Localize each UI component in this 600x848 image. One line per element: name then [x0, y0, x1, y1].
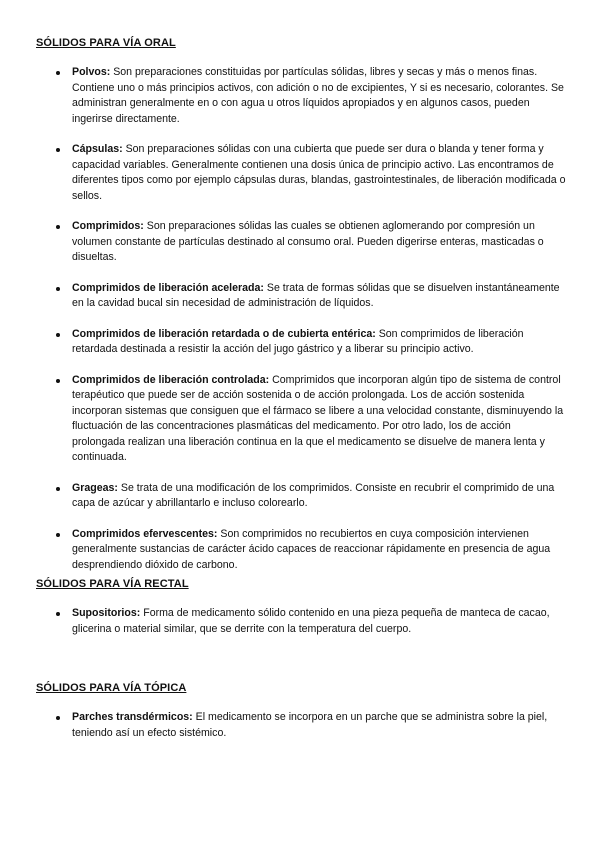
- bullet-dot-icon: [56, 71, 60, 75]
- bullet-dot-icon: [56, 487, 60, 491]
- item-text: Se trata de formas sólidas que se disuelven instantáneamente en la cavidad bucal sin necesidad de administración de líquidos.: [72, 281, 560, 309]
- bullet-list: [36, 65, 566, 573]
- list-item: [36, 219, 566, 266]
- item-term: Comprimidos efervescentes:: [72, 527, 221, 540]
- item-text: Comprimidos que incorporan algún tipo de sistema de control terapéutico que puede ser de acción sostenida o de acción prolongada. Los de acción sostenida incorporan sistemas que consiguen que el fármaco se libere a una velocidad constante, disminuyendo la fluctuación de las concentraciones plasmáticas del medicamento. Por otro lado, los de acción prolongada realizan una liberación continua en la que el medicamento se disuelve de manera lenta y continuada.: [72, 373, 564, 463]
- bullet-dot-icon: [56, 225, 60, 229]
- item-term: Cápsulas:: [72, 143, 126, 155]
- item-text: Forma de medicamento sólido contenido en una pieza pequeña de manteca de cacao, glicerina o material similar, que se derrite con la temperatura del cuerpo.: [72, 607, 550, 635]
- item-term: Comprimidos de liberación acelerada:: [72, 281, 267, 294]
- item-text: El medicamento se incorpora en un parche que se administra sobre la piel, teniendo así un efecto sistémico.: [72, 711, 548, 739]
- item-term: Comprimidos de liberación controlada:: [72, 373, 273, 386]
- item-term: Comprimidos:: [72, 220, 147, 232]
- bullet-dot-icon: [56, 333, 60, 337]
- list-item: [36, 606, 566, 637]
- item-text: Son comprimidos no recubiertos en cuya composición intervienen generalmente sustancias de carácter ácido capaces de reaccionar rápidamente en presencia de agua desprendiendo dióxido de carbono.: [72, 527, 551, 571]
- item-text: Son preparaciones sólidas las cuales se obtienen aglomerando por compresión un volumen constante de partículas destinado al consumo oral. Pueden digerirse enteras, masticadas o disueltas.: [72, 220, 544, 263]
- bullet-dot-icon: [56, 148, 60, 152]
- bullet-list: [36, 606, 566, 637]
- list-item: [36, 281, 566, 312]
- list-item: [36, 373, 566, 466]
- list-item: [36, 65, 566, 127]
- list-item: [36, 710, 566, 741]
- bullet-list: [36, 710, 566, 741]
- item-text: Se trata de una modificación de los comprimidos. Consiste en recubrir el comprimido de una capa de azúcar y abrillantarlo e incluso colorearlo.: [72, 481, 555, 509]
- section-oral: [36, 36, 566, 573]
- item-term: Grageas:: [72, 481, 121, 494]
- item-term: Supositorios:: [72, 607, 144, 619]
- list-item: [36, 327, 566, 358]
- section-heading: SÓLIDOS PARA VÍA TÓPICA: [36, 682, 187, 694]
- section-topica: [36, 681, 566, 741]
- section-heading: SÓLIDOS PARA VÍA ORAL: [36, 37, 176, 49]
- bullet-dot-icon: [56, 379, 60, 383]
- bullet-dot-icon: [56, 716, 60, 720]
- item-text: Son preparaciones sólidas con una cubierta que puede ser dura o blanda y tener forma y capacidad variables. Generalmente contienen una dosis única de principio activo. Las encontramos de diferentes tipos como por ejemplo cápsulas duras, blandas, gastrointestinales, de liberación modificada o sellos.: [72, 143, 566, 202]
- section-heading: SÓLIDOS PARA VÍA RECTAL: [36, 578, 189, 590]
- bullet-dot-icon: [56, 533, 60, 537]
- item-term: Comprimidos de liberación retardada o de cubierta entérica:: [72, 327, 379, 340]
- list-item: [36, 481, 566, 512]
- item-text: Son preparaciones constituidas por partículas sólidas, libres y secas y más o menos finas. Contiene uno o más principios activos, con adición o no de excipientes, Y si es necesario, colorantes. Se administran generalmente en o con agua u otros líquidos apropiados y en algunos casos, pueden ingerirse directamente.: [72, 66, 564, 125]
- bullet-dot-icon: [56, 612, 60, 616]
- item-text: Son comprimidos de liberación retardada destinada a resistir la acción del jugo gástrico y a liberar su principio activo.: [72, 327, 524, 355]
- bullet-dot-icon: [56, 287, 60, 291]
- list-item: [36, 142, 566, 204]
- section-rectal: [36, 577, 566, 637]
- list-item: [36, 527, 566, 574]
- item-term: Parches transdérmicos:: [72, 711, 196, 723]
- item-term: Polvos:: [72, 66, 114, 78]
